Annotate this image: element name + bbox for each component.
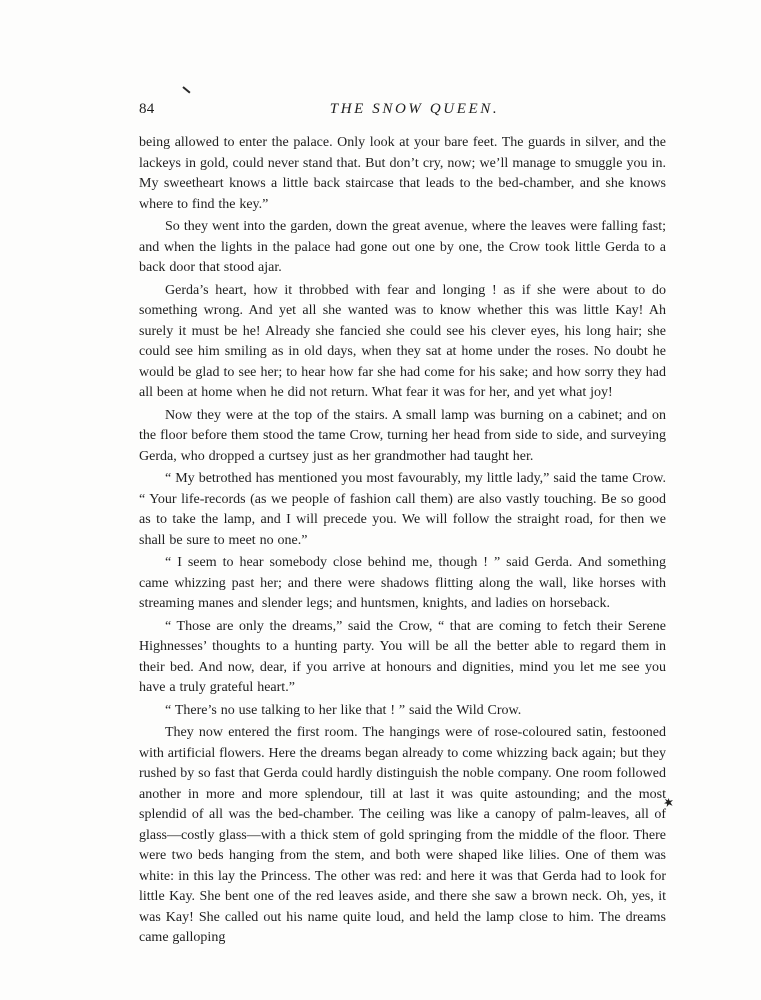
body-text	[139, 133, 666, 951]
paragraph: Gerda’s heart, how it throbbed with fear and longing ! as if she were about to do something wrong. And yet all she wanted was to know whether this was little Kay! Ah surely it must be he! Already she fancied she could see his clever eyes, his long hair; she could see him smiling as in old days, when they sat at home under the roses. No doubt he would be glad to see her; to hear how far she had come for his sake; and how sorry they had all been at home when he did not return. What fear it was for her, and yet what joy!	[139, 282, 666, 400]
stray-ink-mark	[182, 86, 190, 93]
paragraph: So they went into the garden, down the great avenue, where the leaves were falling fast; and when the lights in the palace had gone out one by one, the Crow took little Gerda to a back door that stood ajar.	[139, 219, 666, 275]
paragraph: They now entered the first room. The hangings were of rose-coloured satin, festooned with artificial flowers. Here the dreams began already to come whizzing back again; but they rushed by so fast that Gerda could hardly distinguish the noble company. One room followed another in more and more splendour, till at last it was quite astounding; and the most splendid of all was the bed-chamber. The ceiling was like a canopy of palm-leaves, all of glass—costly glass—with a thick stem of gold springing from the middle of the floor. There were two beds hanging from the stem, and both were shaped like lilies. One of them was white: in this lay the Princess. The other was red: and here it was that Gerda had to look for little Kay. She bent one of the red leaves aside, and there she saw a brown neck. Oh, yes, it was Kay! She called out his name quite loud, and held the lamp close to him. The dreams came galloping	[139, 725, 666, 945]
paragraph: “ There’s no use talking to her like that ! ” said the Wild Crow.	[165, 702, 522, 718]
running-title: THE SNOW QUEEN.	[329, 101, 500, 117]
paragraph: “ Those are only the dreams,” said the Crow, “ that are coming to fetch their Serene Highnesses’ thoughts to a hunting party. You will be all the better able to regard them in their bed. And now, dear, if you arrive at honours and dignities, mind you let me see you have a truly grateful heart.”	[139, 618, 666, 695]
paragraph: “ I seem to hear somebody close behind me, though ! ” said Gerda. And something came whizzing past her; and there were shadows flitting along the wall, like horses with streaming manes and slender legs; and huntsmen, knights, and ladies on horseback.	[139, 555, 666, 611]
paragraph: “ My betrothed has mentioned you most favourably, my little lady,” said the tame Crow. “ Your life-records (as we people of fashion call them) are also vastly touching. Be so good as to take the lamp, and I will precede you. We will follow the straight road, for then we shall be sure to meet no one.”	[139, 471, 666, 548]
page-number: 84	[139, 101, 155, 117]
paragraph: being allowed to enter the palace. Only look at your bare feet. The guards in silver, and the lackeys in gold, could never stand that. But don’t cry, now; we’ll manage to smuggle you in. My sweetheart knows a little back staircase that leads to the bed-chamber, and she knows where to find the key.”	[139, 135, 666, 212]
paragraph: Now they were at the top of the stairs. A small lamp was burning on a cabinet; and on the floor before them stood the tame Crow, turning her head from side to side, and surveying Gerda, who dropped a curtsey just as her grandmother had taught her.	[139, 407, 666, 464]
page-header	[139, 101, 666, 123]
